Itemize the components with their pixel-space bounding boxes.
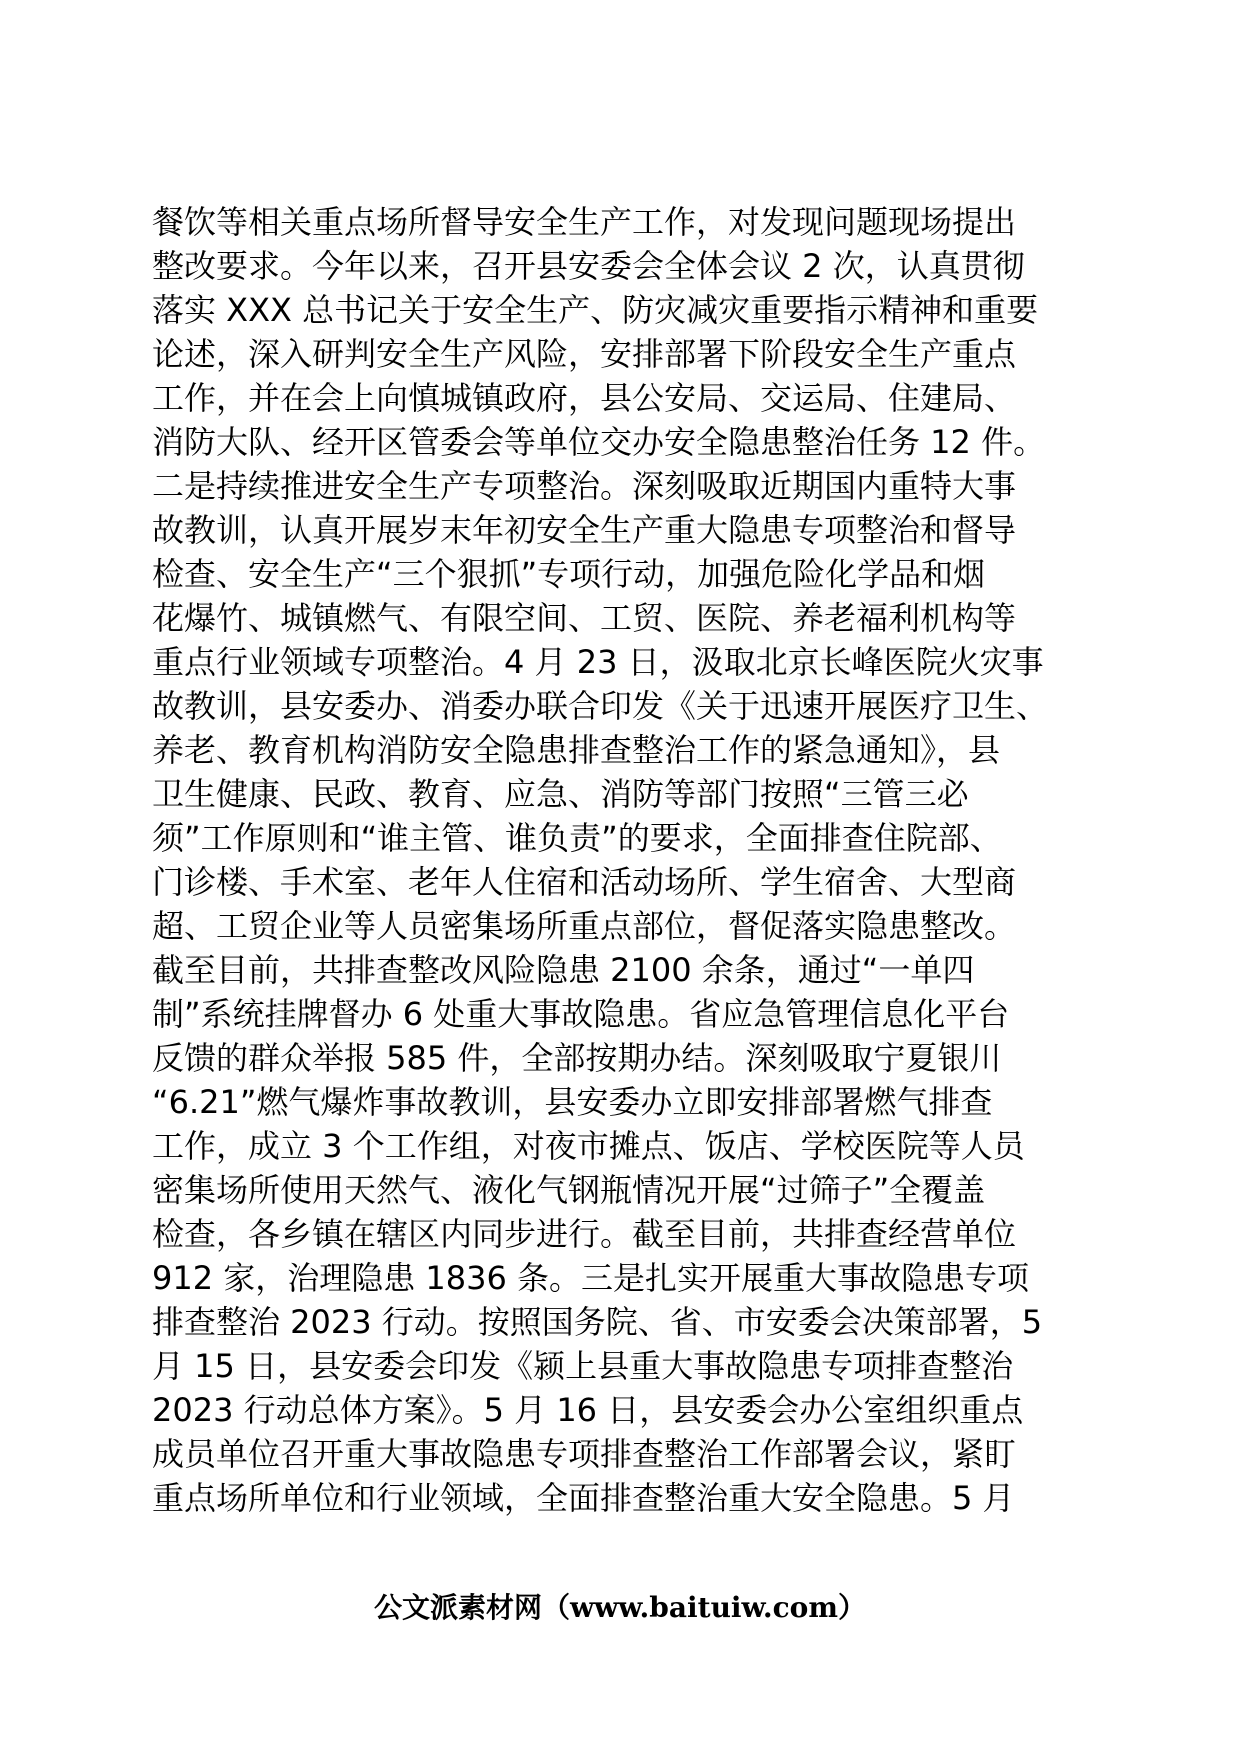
text-line: 排查整治 2023 行动。按照国务院、省、市安委会决策部署，5	[152, 1303, 1043, 1341]
text-line: 成员单位召开重大事故隐患专项排查整治工作部署会议，紧盯	[152, 1435, 1017, 1473]
text-line: 2023 行动总体方案》。5 月 16 日，县安委会办公室组织重点	[152, 1391, 1024, 1429]
text-line: 反馈的群众举报 585 件，全部按期办结。深刻吸取宁夏银川	[152, 1039, 1002, 1077]
text-line: 门诊楼、手术室、老年人住宿和活动场所、学生宿舍、大型商	[152, 863, 1017, 901]
text-line: 检查，各乡镇在辖区内同步进行。截至目前，共排查经营单位	[152, 1215, 1017, 1253]
text-line: 制”系统挂牌督办 6 处重大事故隐患。省应急管理信息化平台	[152, 995, 1010, 1033]
text-line: 重点场所单位和行业领域，全面排查整治重大安全隐患。5 月	[152, 1479, 1015, 1517]
text-line: 餐饮等相关重点场所督导安全生产工作，对发现问题现场提出	[152, 203, 1017, 241]
text-line: 912 家，治理隐患 1836 条。三是扎实开展重大事故隐患专项	[152, 1259, 1030, 1297]
text-line: 故教训，县安委办、消委办联合印发《关于迅速开展医疗卫生、	[152, 687, 1049, 725]
text-line: 故教训，认真开展岁末年初安全生产重大隐患专项整治和督导	[152, 511, 1017, 549]
text-line: 论述，深入研判安全生产风险，安排部署下阶段安全生产重点	[152, 335, 1017, 373]
text-line: 超、工贸企业等人员密集场所重点部位，督促落实隐患整改。	[152, 907, 1017, 945]
text-line: 养老、教育机构消防安全隐患排查整治工作的紧急通知》，县	[152, 731, 1001, 769]
text-line: 密集场所使用天然气、液化气钢瓶情况开展“过筛子”全覆盖	[152, 1171, 986, 1209]
text-line: 截至目前，共排查整改风险隐患 2100 余条，通过“一单四	[152, 951, 975, 989]
text-line: 消防大队、经开区管委会等单位交办安全隐患整治任务 12 件。	[152, 423, 1046, 461]
text-line: 落实 XXX 总书记关于安全生产、防灾减灾重要指示精神和重要	[152, 291, 1039, 329]
text-line: 月 15 日，县安委会印发《颍上县重大事故隐患专项排查整治	[152, 1347, 1014, 1385]
footer-watermark: 公文派素材网（www.baituiw.com）	[374, 1591, 866, 1624]
text-line: 须”工作原则和“谁主管、谁负责”的要求，全面排查住院部、	[152, 819, 1002, 857]
text-line: “6.21”燃气爆炸事故教训，县安委办立即安排部署燃气排查	[152, 1083, 993, 1121]
text-line: 工作，并在会上向慎城镇政府，县公安局、交运局、住建局、	[152, 379, 1017, 417]
text-line: 花爆竹、城镇燃气、有限空间、工贸、医院、养老福利机构等	[152, 599, 1017, 637]
text-line: 整改要求。今年以来，召开县安委会全体会议 2 次，认真贯彻	[152, 247, 1025, 285]
text-line: 二是持续推进安全生产专项整治。深刻吸取近期国内重特大事	[152, 467, 1017, 505]
body-text	[152, 200, 1092, 1520]
text-line: 卫生健康、民政、教育、应急、消防等部门按照“三管三必	[152, 775, 969, 813]
text-line: 重点行业领域专项整治。4 月 23 日，汲取北京长峰医院火灾事	[152, 643, 1044, 681]
text-line: 检查、安全生产“三个狠抓”专项行动，加强危险化学品和烟	[152, 555, 986, 593]
text-line: 工作，成立 3 个工作组，对夜市摊点、饭店、学校医院等人员	[152, 1127, 1025, 1165]
